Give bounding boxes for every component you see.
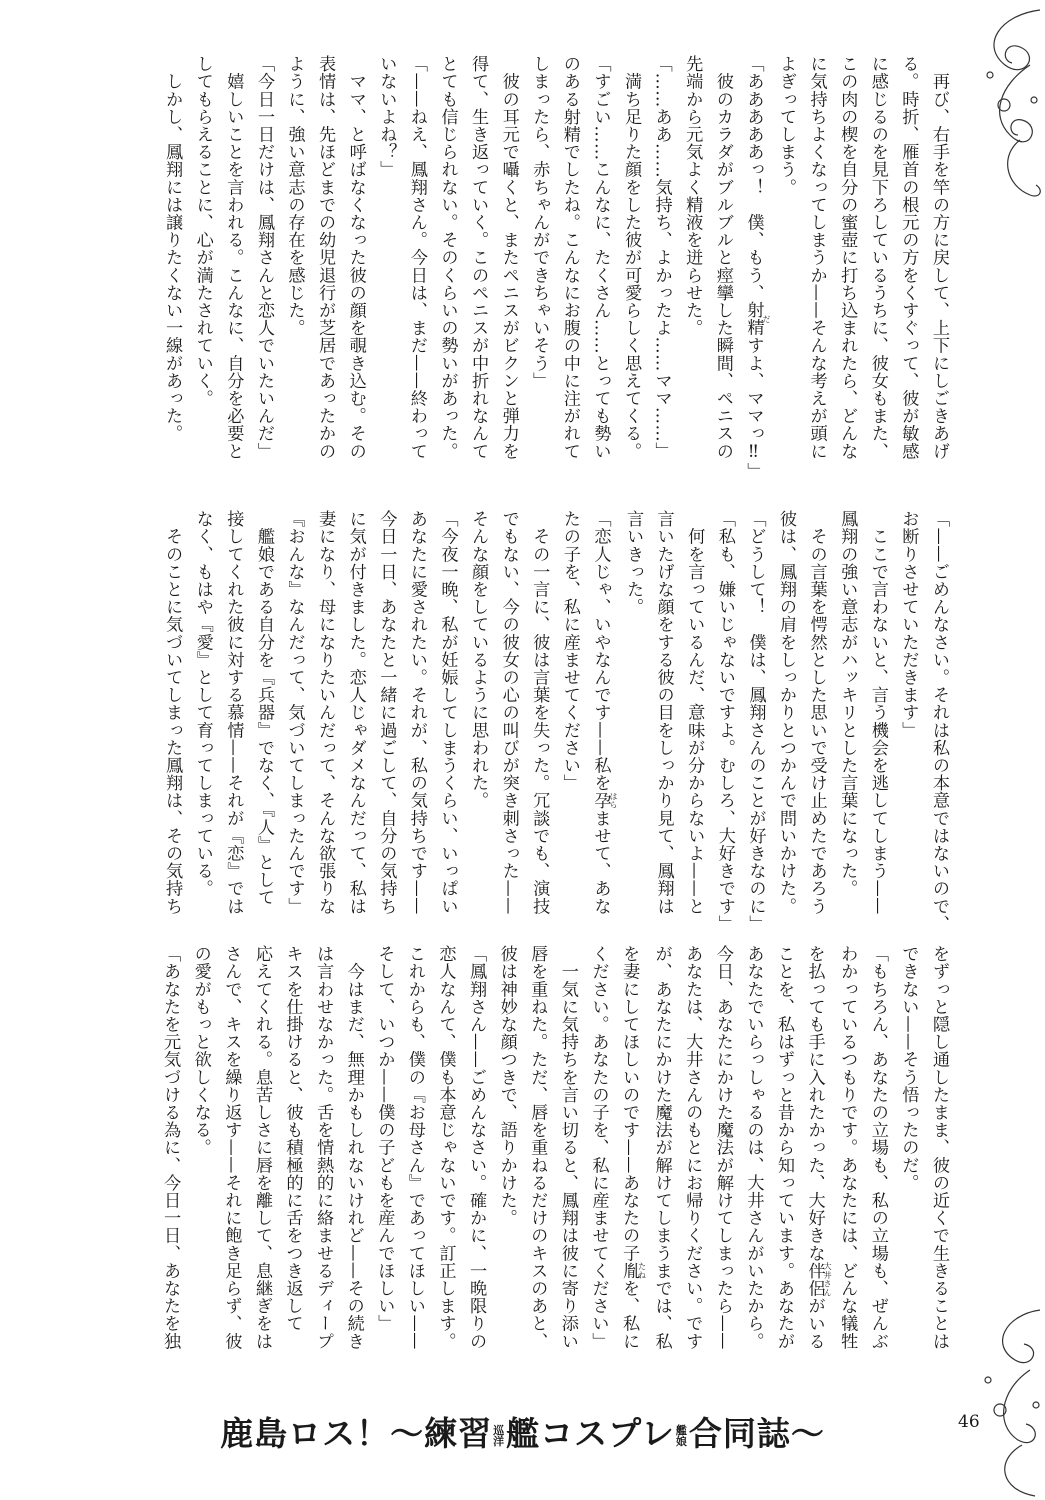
text-column: が、あなたにかけた魔法が解けてしまうまでは、私 [651, 945, 672, 1350]
page-number: 46 [958, 1412, 980, 1432]
text-column: この肉の楔を自分の蜜壺に打ち込まれたら、どんな [837, 55, 858, 460]
text-column: の愛がもっと欲しくなる。 [190, 945, 211, 1157]
text-column: できない——そう悟ったのだ。 [898, 945, 919, 1192]
text-column: 「どうして！ 僕は、鳳翔さんのことが好きなのに」 [745, 510, 766, 933]
text-column: キスを仕掛けると、彼も積極的に舌をつき返して [282, 945, 303, 1333]
furigana-ruby [619, 1261, 647, 1280]
ruby-base: 孕 [590, 791, 611, 810]
text-column: たの子を、私に産ませてください」 [559, 510, 580, 792]
text-column: 再び、右手を竿の方に戻して、上下にしごきあげ [929, 55, 949, 460]
text-column: あなたでいらっしゃるのは、大井さんがいたから。 [743, 945, 764, 1350]
ruby-text: たね [637, 1261, 647, 1280]
text-column: わかっているつもりです。あなたには、どんな犠牲 [837, 945, 858, 1350]
text-column: なく、もはや『愛』として育ってしまっている。 [192, 510, 213, 898]
title-small-char: 艦 [675, 1423, 688, 1437]
text-column: ことを、私はずっと昔から知っています。あなたが [774, 945, 795, 1350]
text-column: 今日、あなたにかけた魔法が解けてしまったら—— [712, 945, 733, 1350]
text-column: あなたに愛されたい。それが、私の気持ちです—— [406, 510, 427, 915]
text-column: 妻になり、母になりたいんだって、そんな欲張りな [315, 510, 336, 915]
text-column: 接してくれた彼に対する慕情——それが『恋』では [223, 510, 244, 915]
text-column [738, 55, 771, 495]
text-column: 今日一日、あなたと一緒に過ごして、自分の気持ち [376, 510, 397, 915]
title-small-char: 巡 [493, 1423, 506, 1437]
title-part: 艦コスプレ [506, 1414, 675, 1453]
ruby-text: はら [608, 791, 618, 810]
text-column: 「——ねえ、鳳翔さん。今日は、まだ——終わって [406, 55, 427, 460]
text-column: いないよね？」 [376, 55, 397, 179]
text-column: 言いたげな顔をする彼の目をしっかり見て、鳳翔は [653, 510, 674, 915]
ruby-base: 胤 [619, 1261, 640, 1280]
text-segment: を払っても手に入れたかった、大好きな [804, 945, 825, 1262]
corner-ornament-top [960, 5, 1045, 205]
text-column: に気持ちよくなってしまうか——そんな考えが頭に [806, 55, 827, 460]
text-column: 一気に気持ちを言い切ると、鳳翔は彼に寄り添い [557, 945, 578, 1350]
text-column: あなたは、大井さんのもとにお帰りください。です [682, 945, 703, 1350]
text-column: お断りさせていただきます」 [898, 510, 919, 739]
title-stacked-small [493, 1425, 505, 1447]
text-segment: ませて、あな [590, 809, 611, 915]
text-column: その一言に、彼は言葉を失った。冗談でも、演技 [529, 510, 550, 915]
text-column: さんで、キスを繰り返す——それに飽き足らず、彼 [221, 945, 242, 1350]
text-column: 表情は、先ほどまでの幼児退行が芝居であったかの [315, 55, 336, 460]
text-column: してもらえることに、心が満たされていく。 [192, 55, 213, 407]
text-column: しまったら、赤ちゃんができちゃいそう」 [529, 55, 550, 390]
text-column: 「——ごめんなさい。それは私の本意ではないので、 [929, 510, 949, 933]
book-title-footer [0, 1408, 1045, 1455]
text-column: 「あなたを元気づける為に、今日一日、あなたを独 [160, 945, 181, 1350]
text-column [613, 945, 646, 1385]
text-column: 「すごい……こんなに、たくさん……とっても勢い [590, 55, 611, 460]
text-column: ように、強い意志の存在を感じた。 [284, 55, 305, 337]
text-column: 「もちろん、あなたの立場も、私の立場も、ぜんぶ [867, 945, 888, 1350]
text-column: よぎってしまう。 [776, 55, 797, 196]
corner-ornament-bottom [960, 1300, 1045, 1500]
text-block-top [132, 55, 954, 495]
text-block-bottom [132, 945, 954, 1385]
text-column: ここで言わないと、言う機会を逃してしまう—— [867, 510, 888, 915]
ruby-text: だ [761, 301, 771, 337]
furigana-ruby [743, 301, 771, 337]
text-column: 「今日一日だけは、鳳翔さんと恋人でいたいんだ」 [253, 55, 274, 460]
text-column: 「……ああ……気持ち、よかったよ……ママ……」 [651, 55, 672, 460]
text-column: 『おんな』なんだって、気づいてしまったんです」 [284, 510, 305, 915]
text-column: 今はまだ、無理かもしれないけれど——その続き [343, 945, 364, 1350]
text-column: そんな顔をしているように思われた。 [468, 510, 489, 810]
text-column: 艦娘である自分を『兵器』でなく、『人』として [253, 510, 274, 907]
text-column: そして、いつか——僕の子どもを産んでほしい」 [374, 945, 395, 1333]
text-column: 言いきった。 [623, 510, 644, 616]
text-column [585, 510, 618, 950]
text-column: 鳳翔の強い意志がハッキリとした言葉になった。 [837, 510, 858, 898]
text-column: 彼は、鳳翔の肩をしっかりとつかんで問いかけた。 [776, 510, 797, 915]
furigana-ruby [590, 791, 618, 810]
ruby-text: 大井さん [823, 1261, 833, 1297]
text-column: 「私も、嫌いじゃないですよ。むしろ、大好きです」 [714, 510, 735, 933]
text-column: 満ち足りた顔をした彼が可愛らしく思えてくる。 [621, 55, 642, 460]
text-column: これからも、僕の『お母さん』であってほしい—— [404, 945, 425, 1350]
title-small-char: 娘 [675, 1434, 688, 1448]
text-column: しかし、鳳翔には譲りたくない一線があった。 [162, 55, 183, 443]
text-segment: すよ、ママっ‼」 [743, 336, 764, 481]
text-column: 唇を重ねた。ただ、唇を重ねるだけのキスのあと、 [527, 945, 548, 1350]
text-column: 「鳳翔さん——ごめんなさい。確かに、一晩限りの [466, 945, 487, 1350]
text-segment: 「恋人じゃ、いやなんです——私を [590, 510, 611, 792]
text-column: ください。あなたの子を、私に産ませてください」 [588, 945, 609, 1350]
text-column: 先端から元気よく精液を迸らせた。 [682, 55, 703, 337]
title-small-char: 洋 [493, 1434, 506, 1448]
text-column: その言葉を愕然とした思いで受け止めたであろう [806, 510, 827, 915]
text-column [799, 945, 832, 1385]
ruby-base: 射精 [743, 301, 764, 337]
text-segment: を、私に [619, 1279, 640, 1350]
furigana-ruby [804, 1261, 833, 1298]
text-segment: がいる [804, 1297, 825, 1350]
text-column: に気が付きました。恋人じゃダメなんだって、私は [345, 510, 366, 915]
ruby-base: 伴侶 [804, 1261, 825, 1298]
text-column: 得て、生き返っていく。このペニスが中折れなんて [468, 55, 489, 460]
text-column: をずっと隠し通したまま、彼の近くで生きることは [929, 945, 949, 1350]
text-column: 彼の耳元で囁くと、またペニスがビクンと弾力を [498, 55, 519, 460]
title-part: 鹿島ロス！〜練習 [220, 1414, 493, 1453]
text-column: は言わせなかった。舌を情熱的に絡ませるディープ [313, 945, 334, 1350]
text-column: 「今夜一晩、私が妊娠してしまうくらい、いっぱい [437, 510, 458, 915]
text-column: とても信じられない。そのくらいの勢いがあった。 [437, 55, 458, 460]
text-column: る。時折、雁首の根元の方をくすぐって、彼が敏感 [898, 55, 919, 460]
text-column: 彼は神妙な顔つきで、語りかけた。 [496, 945, 517, 1227]
text-column: でもない、今の彼女の心の叫びが突き刺さった—— [498, 510, 519, 915]
text-column: 恋人なんて、僕も本意じゃないです。訂正します。 [435, 945, 456, 1350]
text-column: 彼のカラダがブルブルと痙攣した瞬間、ペニスの [712, 55, 733, 460]
text-segment: 「あああああっ！ 僕、もう、 [743, 55, 764, 302]
text-column: 何を言っているんだ、意味が分からないよ——と [684, 510, 705, 915]
title-part: 合同誌〜 [688, 1414, 825, 1453]
text-column: に感じるのを見下ろしているうちに、彼女もまた、 [867, 55, 888, 460]
text-block-middle [132, 510, 954, 950]
text-segment: を妻にしてほしいのです——あなたの子 [619, 945, 640, 1262]
text-column: そのことに気づいてしまった鳳翔は、その気持ち [162, 510, 183, 915]
text-column: 嬉しいことを言われる。こんなに、自分を必要と [223, 55, 244, 460]
text-column: ママ、と呼ばなくなった彼の顔を覗き込む。その [345, 55, 366, 460]
text-column: 応えてくれる。息苦しさに唇を離して、息継ぎをは [251, 945, 272, 1350]
title-stacked-small [676, 1425, 688, 1447]
text-column: のある射精でしたね。こんなにお腹の中に注がれて [559, 55, 580, 460]
